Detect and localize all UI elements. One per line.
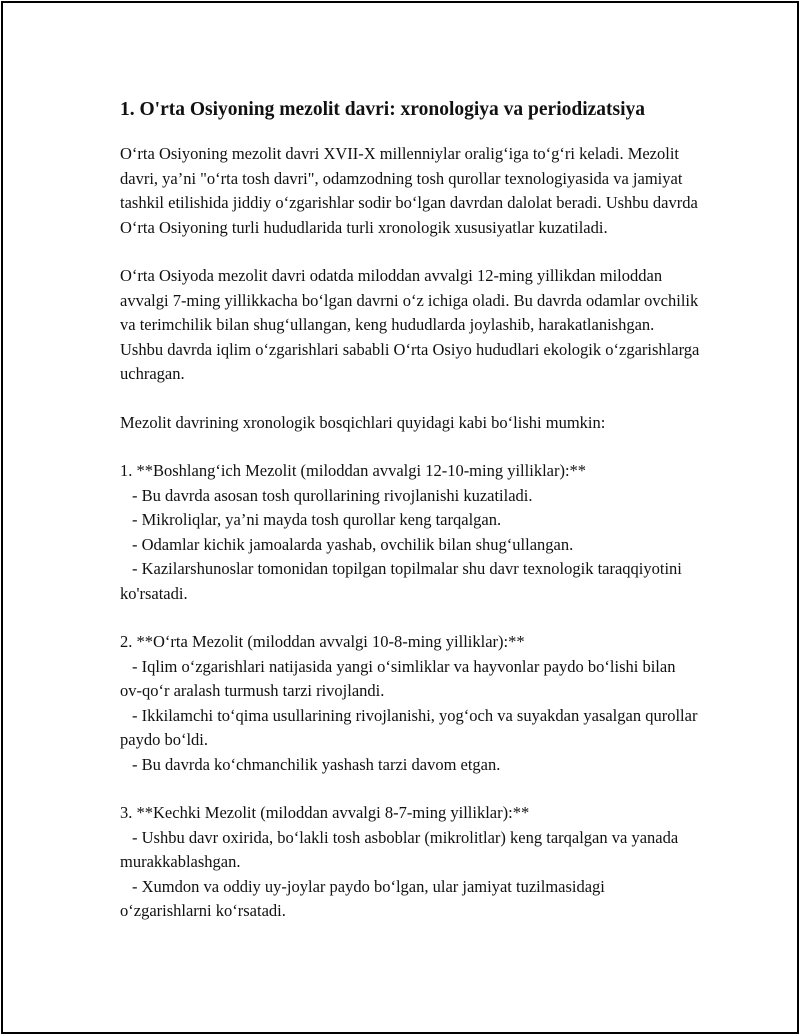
stage-heading: 1. **Boshlang‘ich Mezolit (miloddan avvalgi 12-10-ming yilliklar):** [120,461,587,480]
stage-bullet: - Ushbu davr oxirida, bo‘lakli tosh asboblar (mikrolitlar) keng tarqalgan va yanada murakkablashgan. [120,827,679,871]
stage-bullet: - Bu davrda asosan tosh qurollarining rivojlanishi kuzatiladi. [132,485,533,505]
stage-bullet: - Mikroliqlar, ya’ni mayda tosh qurollar keng tarqalgan. [132,510,502,529]
stage-bullet: - Bu davrda ko‘chmanchilik yashash tarzi davom etgan. [132,754,501,774]
stage-bullet: - Odamlar kichik jamoalarda yashab, ovchilik bilan shug‘ullangan. [132,534,574,554]
stage-bullet: - Ikkilamchi to‘qima usullarining rivojlanishi, yog‘och va suyakdan yasalgan qurollar paydo bo‘ldi. [120,705,698,749]
stages-intro: Mezolit davrining xronologik bosqichlari quyidagi kabi bo‘lishi mumkin: [120,412,606,432]
paragraph-chronology: O‘rta Osiyoda mezolit davri odatda miloddan avvalgi 12-ming yillikdan miloddan avvalgi 7-ming yillikkacha bo‘lgan davrni o‘z ichiga oladi. Bu davrda odamlar ovchilik va terimchilik bilan shug‘ullangan, keng hududlarda joylashib, harakatlanishgan. Ushbu davrda iqlim o‘zgarishlari sababli O‘rta Osiyo hududlari ekologik o‘zgarishlarga uchragan. [120,266,700,383]
document-body [120,96,700,948]
paragraph-intro: O‘rta Osiyoning mezolit davri XVII-X millenniylar oralig‘iga to‘g‘ri keladi. Mezolit davri, ya’ni "o‘rta tosh davri", odamzodning tosh qurollar texnologiyasida va jamiyat tashkil etilishida jiddiy o‘zgarishlar sodir bo‘lgan davrdan dalolat beradi. Ushbu davrda O‘rta Osiyoning turli hududlarida turli xronologik xususiyatlar kuzatiladi. [120,144,698,237]
stage-bullet: - Kazilarshunoslar tomonidan topilgan topilmalar shu davr texnologik taraqqiyotini ko'rsatadi. [120,559,682,603]
stage-heading: 3. **Kechki Mezolit (miloddan avvalgi 8-7-ming yilliklar):** [120,803,530,822]
document-page [1,1,799,1034]
stage-section-middle [120,630,700,777]
document-title: 1. O'rta Osiyoning mezolit davri: xronologiya va periodizatsiya [120,99,646,120]
stage-bullet: - Iqlim o‘zgarishlari natijasida yangi o‘simliklar va hayvonlar paydo bo‘lishi bilan ov-qo‘r aralash turmush tarzi rivojlandi. [120,656,676,700]
stage-heading: 2. **O‘rta Mezolit (miloddan avvalgi 10-8-ming yilliklar):** [120,632,525,651]
stage-bullet: - Xumdon va oddiy uy-joylar paydo bo‘lgan, ular jamiyat tuzilmasidagi o‘zgarishlarni ko‘rsatadi. [120,876,605,920]
stage-section-late [120,801,700,924]
stage-section-early [120,459,700,606]
